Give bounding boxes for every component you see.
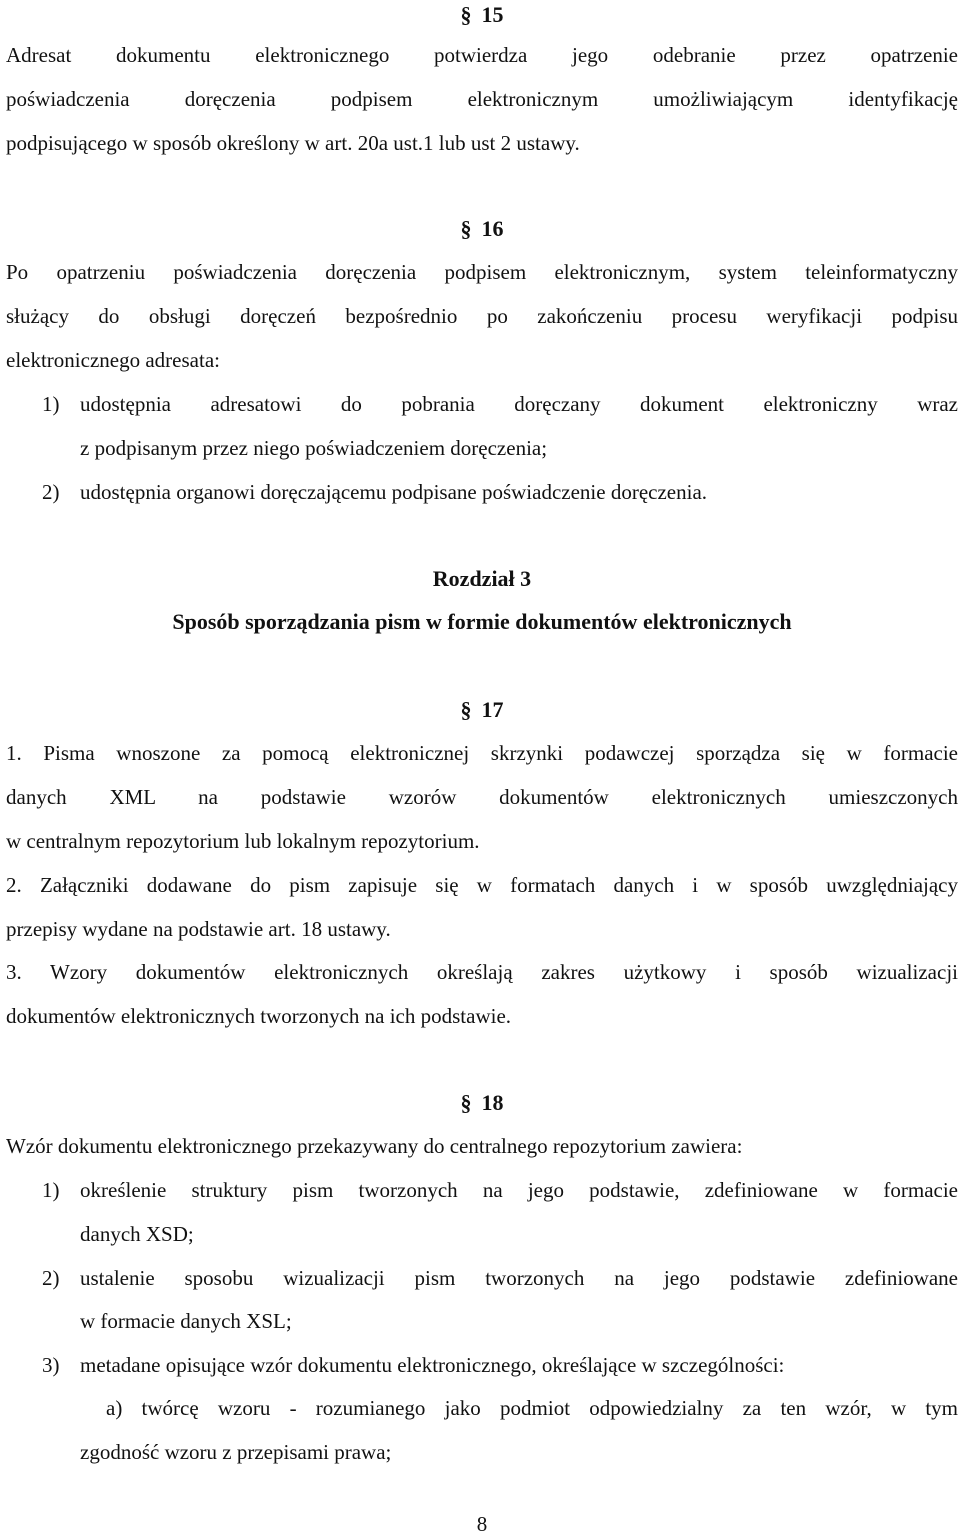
- s15-line2: poświadczenia doręczenia podpisem elektronicznym umożliwiającym identyfikację: [6, 87, 958, 111]
- s16-item-1: [42, 382, 958, 426]
- s17-p1-line2: danych XML na podstawie wzorów dokumentów elektronicznych umieszczonych: [6, 785, 958, 809]
- item-text: udostępnia organowi doręczającemu podpisane poświadczenie doręczenia.: [80, 480, 708, 504]
- s17-p1-line3: w centralnym repozytorium lub lokalnym repozytorium.: [6, 829, 480, 853]
- s18-item-2: [42, 1256, 958, 1300]
- section-heading-18: [6, 1088, 958, 1118]
- s15-line1: Adresat dokumentu elektronicznego potwierdza jego odebranie przez opatrzenie: [6, 43, 958, 67]
- item-number: 2): [42, 1266, 60, 1290]
- s18-item-2-cont: w formacie danych XSL;: [80, 1309, 292, 1333]
- s17-p3-line2: dokumentów elektronicznych tworzonych na ich podstawie.: [6, 1004, 512, 1028]
- item-number: 1): [42, 1178, 60, 1202]
- section-sign: §: [460, 216, 472, 241]
- s16-item-1-cont: z podpisanym przez niego poświadczeniem doręczenia;: [80, 436, 548, 460]
- s17-p3-line1: 3. Wzory dokumentów elektronicznych określają zakres użytkowy i sposób wizualizacji: [6, 960, 958, 984]
- item-number: 2): [42, 480, 60, 504]
- s17-p2-line2: przepisy wydane na podstawie art. 18 ustawy.: [6, 917, 391, 941]
- s16-intro-line2: służący do obsługi doręczeń bezpośrednio po zakończeniu procesu weryfikacji podpisu: [6, 304, 958, 328]
- s15-line3: podpisującego w sposób określony w art. 20a ust.1 lub ust 2 ustawy.: [6, 131, 580, 155]
- s17-p2-line1: 2. Załączniki dodawane do pism zapisuje się w formatach danych i w sposób uwzględniający: [6, 873, 958, 897]
- s16-intro-line1: Po opatrzeniu poświadczenia doręczenia podpisem elektronicznym, system teleinformatyczny: [6, 260, 958, 284]
- section-heading-16: [6, 214, 958, 244]
- section-number: 18: [481, 1090, 504, 1115]
- section-heading-17: [6, 695, 958, 725]
- s18-sub-a: a) twórcę wzoru - rozumianego jako podmiot odpowiedzialny za ten wzór, w tym: [106, 1396, 958, 1420]
- item-text: określenie struktury pism tworzonych na jego podstawie, zdefiniowane w formacie: [80, 1178, 958, 1202]
- section-sign: §: [460, 2, 472, 27]
- section-number: 17: [481, 697, 504, 722]
- s18-item-1-cont: danych XSD;: [80, 1222, 194, 1246]
- section-sign: §: [460, 1090, 472, 1115]
- chapter-title: Sposób sporządzania pism w formie dokumentów elektronicznych: [172, 609, 792, 634]
- item-number: 3): [42, 1353, 60, 1377]
- page-number: 8: [476, 1512, 488, 1536]
- item-text: metadane opisujące wzór dokumentu elektronicznego, określające w szczególności:: [80, 1353, 785, 1377]
- s16-intro-line3: elektronicznego adresata:: [6, 348, 220, 372]
- s18-sub-a-cont: zgodność wzoru z przepisami prawa;: [80, 1440, 392, 1464]
- s18-item-3: [42, 1343, 958, 1387]
- item-number: 1): [42, 392, 60, 416]
- section-heading-15: [6, 0, 958, 30]
- section-number: 15: [481, 2, 504, 27]
- item-text: ustalenie sposobu wizualizacji pism tworzonych na jego podstawie zdefiniowane: [80, 1266, 958, 1290]
- item-text: udostępnia adresatowi do pobrania doręczany dokument elektroniczny wraz: [80, 392, 958, 416]
- s18-intro: Wzór dokumentu elektronicznego przekazywany do centralnego repozytorium zawiera:: [6, 1134, 743, 1158]
- s18-item-1: [42, 1168, 958, 1212]
- section-number: 16: [481, 216, 504, 241]
- section-sign: §: [460, 697, 472, 722]
- s16-item-2: [42, 470, 958, 514]
- s17-p1-line1: 1. Pisma wnoszone za pomocą elektronicznej skrzynki podawczej sporządza się w formacie: [6, 741, 958, 765]
- chapter-label: Rozdział 3: [432, 566, 532, 591]
